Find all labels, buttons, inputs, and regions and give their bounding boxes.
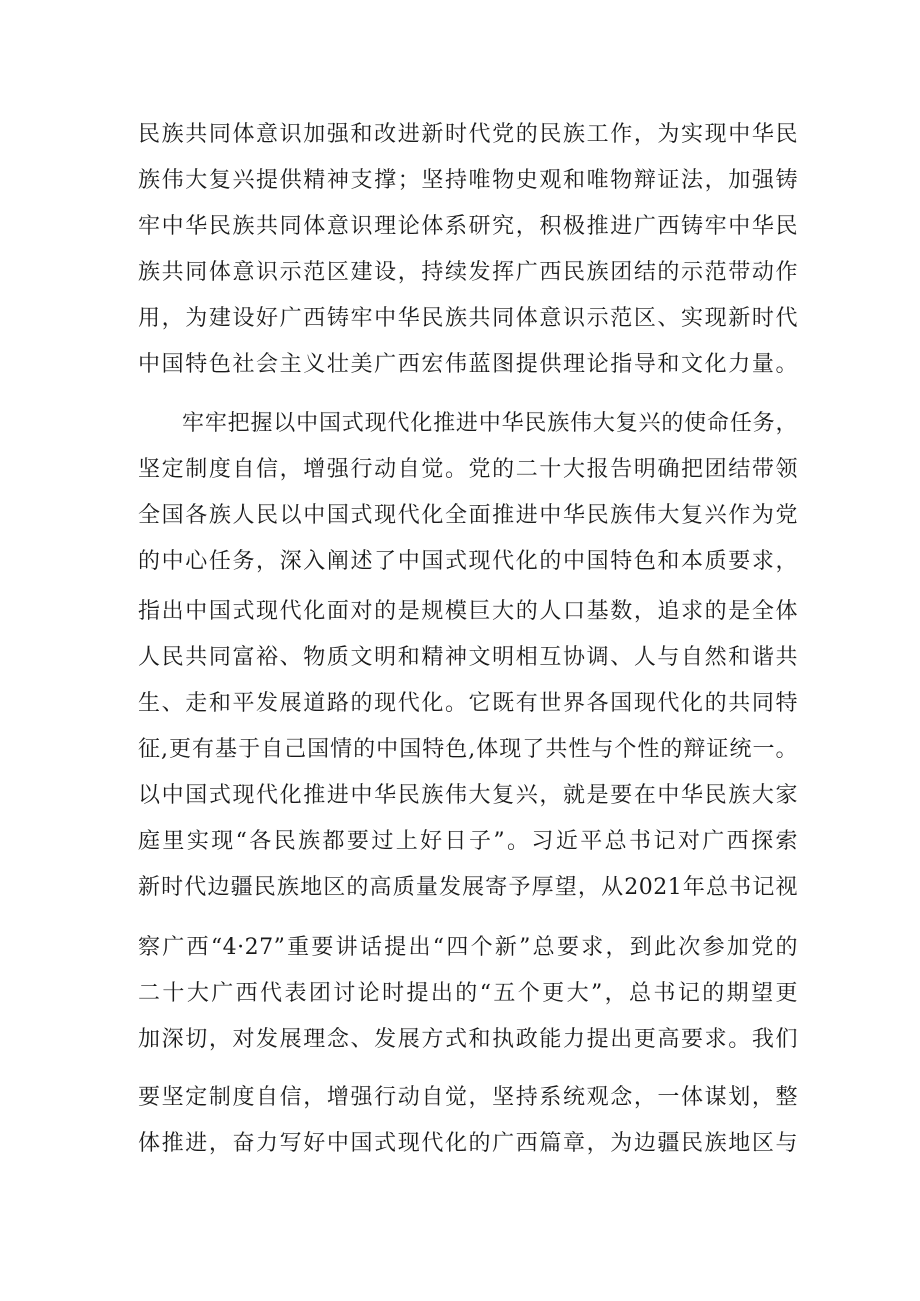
text-line: 体推进，奋力写好中国式现代化的广西篇章，为边疆民族地区与: [138, 1131, 798, 1156]
text-line: 族共同体意识示范区建设，持续发挥广西民族团结的示范带动作: [138, 260, 798, 285]
text-line: 察广西“4·27”重要讲话提出“四个新”总要求，到此次参加党的: [138, 935, 798, 960]
text-line: 中国特色社会主义壮美广西宏伟蓝图提供理论指导和文化力量。: [138, 352, 798, 377]
text-line: 二十大广西代表团讨论时提出的“五个更大”，总书记的期望更: [138, 981, 798, 1006]
text-line: 民族共同体意识加强和改进新时代党的民族工作，为实现中华民: [138, 122, 798, 147]
text-line: 指出中国式现代化面对的是规模巨大的人口基数，追求的是全体: [138, 599, 798, 624]
text-line: 新时代边疆民族地区的高质量发展寄予厚望，从2021年总书记视: [138, 875, 798, 900]
text-line: 坚定制度自信，增强行动自觉。党的二十大报告明确把团结带领: [138, 457, 798, 482]
text-line: 庭里实现“各民族都要过上好日子”。习近平总书记对广西探索: [138, 829, 798, 854]
text-line: 的中心任务，深入阐述了中国式现代化的中国特色和本质要求，: [138, 549, 798, 574]
text-line: 生、走和平发展道路的现代化。它既有世界各国现代化的共同特: [138, 691, 798, 716]
text-line: 加深切，对发展理念、发展方式和执政能力提出更高要求。我们: [138, 1027, 798, 1052]
text-line: 以中国式现代化推进中华民族伟大复兴，就是要在中华民族大家: [138, 783, 798, 808]
text-line: 族伟大复兴提供精神支撑；坚持唯物史观和唯物辩证法，加强铸: [138, 168, 798, 193]
text-line: 全国各族人民以中国式现代化全面推进中华民族伟大复兴作为党: [138, 503, 798, 528]
text-line: 要坚定制度自信，增强行动自觉，坚持系统观念，一体谋划，整: [138, 1085, 798, 1110]
text-line: 人民共同富裕、物质文明和精神文明相互协调、人与自然和谐共: [138, 645, 798, 670]
paragraph-first-line: 牢牢把握以中国式现代化推进中华民族伟大复兴的使命任务，: [182, 411, 798, 436]
text-line: 用，为建设好广西铸牢中华民族共同体意识示范区、实现新时代: [138, 306, 798, 331]
text-line: 牢中华民族共同体意识理论体系研究，积极推进广西铸牢中华民: [138, 214, 798, 239]
text-line: 征,更有基于自己国情的中国特色,体现了共性与个性的辩证统一。: [138, 737, 798, 762]
